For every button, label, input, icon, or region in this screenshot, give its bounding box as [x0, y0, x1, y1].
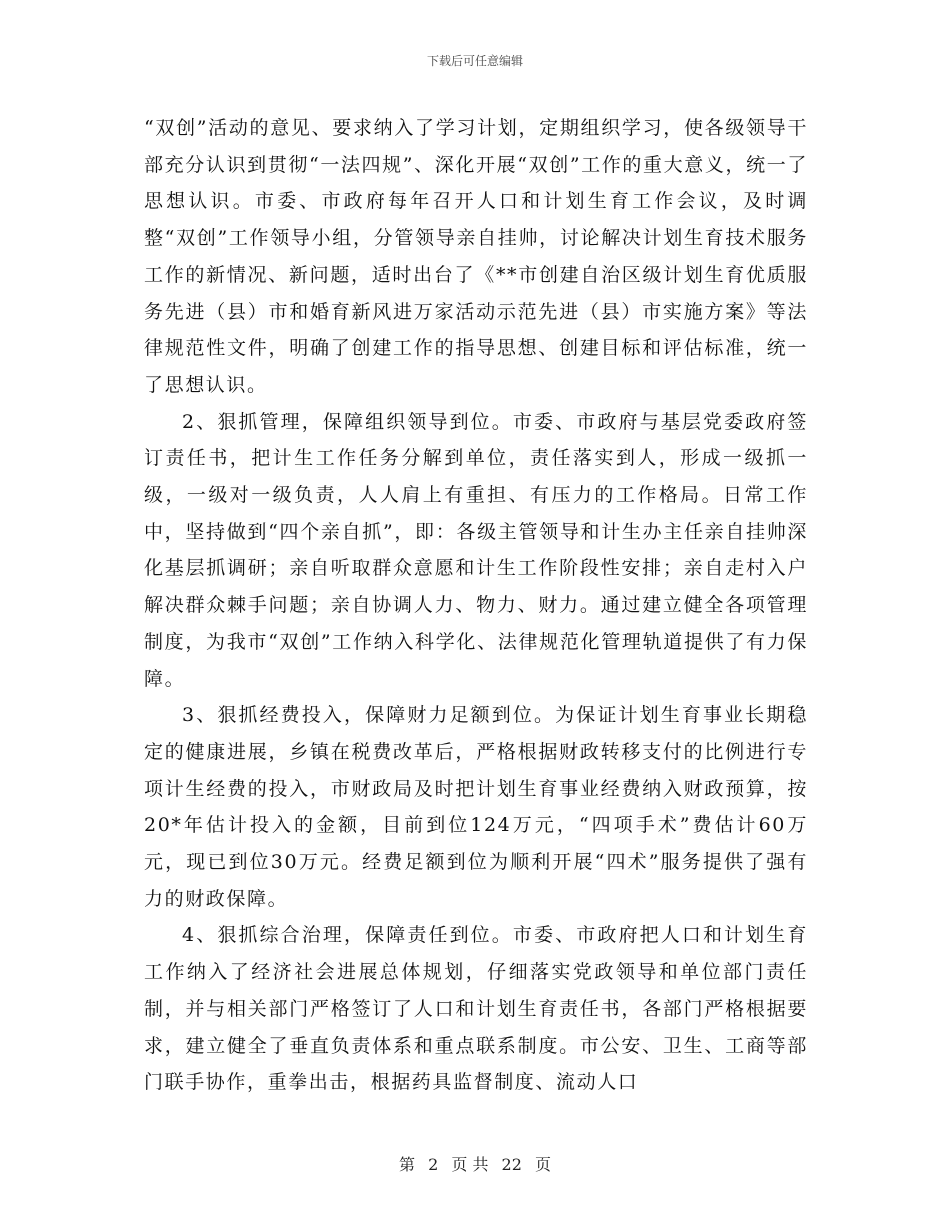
paragraph-governance: 4、狠抓综合治理，保障责任到位。市委、市政府把人口和计划生育工作纳入了经济社会进展总体规划，仔细落实党政领导和单位部门责任制，并与相关部门严格签订了人口和计划生育责任书，各部门严格根据要求，建立健全了垂直负责体系和重点联系制度。市公安、卫生、工商等部门联手协作，重拳出击，根据药具监督制度、流动人口: [144, 924, 808, 1094]
paragraph-continued: “双创”活动的意见、要求纳入了学习计划，定期组织学习，使各级领导干部充分认识到贯彻“一法四规”、深化开展“双创”工作的重大意义，统一了思想认识。市委、市政府每年召开人口和计划生育工作会议，及时调整“双创”工作领导小组，分管领导亲自挂帅，讨论解决计划生育技术服务工作的新情况、新问题，适时出台了《**市创建自治区级计划生育优质服务先进（县）市和婚育新风进万家活动示范先进（县）市实施方案》等法律规范性文件，明确了创建工作的指导思想、创建目标和评估标准，统一了思想认识。: [144, 117, 808, 396]
page-footer: [0, 1152, 950, 1175]
footer-mid: 页 共: [451, 1155, 489, 1174]
footer-page-number: 2: [428, 1155, 439, 1174]
page-header: 下载后可任意编辑: [426, 54, 523, 68]
paragraph-management: 2、狠抓管理，保障组织领导到位。市委、市政府与基层党委政府签订责任书，把计生工作任务分解到单位，责任落实到人，形成一级抓一级，一级对一级负责，人人肩上有重担、有压力的工作格局。日常工作中，坚持做到“四个亲自抓”，即：各级主管领导和计生办主任亲自挂帅深化基层抓调研；亲自听取群众意愿和计生工作阶段性安排；亲自走村入户解决群众棘手问题；亲自协调人力、物力、财力。通过建立健全各项管理制度，为我市“双创”工作纳入科学化、法律规范化管理轨道提供了有力保障。: [144, 410, 808, 690]
footer-total-pages: 22: [501, 1155, 522, 1174]
document-body: [144, 110, 808, 1101]
footer-prefix: 第: [398, 1155, 415, 1174]
footer-suffix: 页: [535, 1155, 552, 1174]
paragraph-funding: 3、狠抓经费投入，保障财力足额到位。为保证计划生育事业长期稳定的健康进展，乡镇在税费改革后，严格根据财政转移支付的比例进行专项计生经费的投入，市财政局及时把计划生育事业经费纳入财政预算，按20*年估计投入的金额，目前到位124万元，“四项手术”费估计60万元，现已到位30万元。经费足额到位为顺利开展“四术”服务提供了强有力的财政保障。: [144, 704, 808, 910]
